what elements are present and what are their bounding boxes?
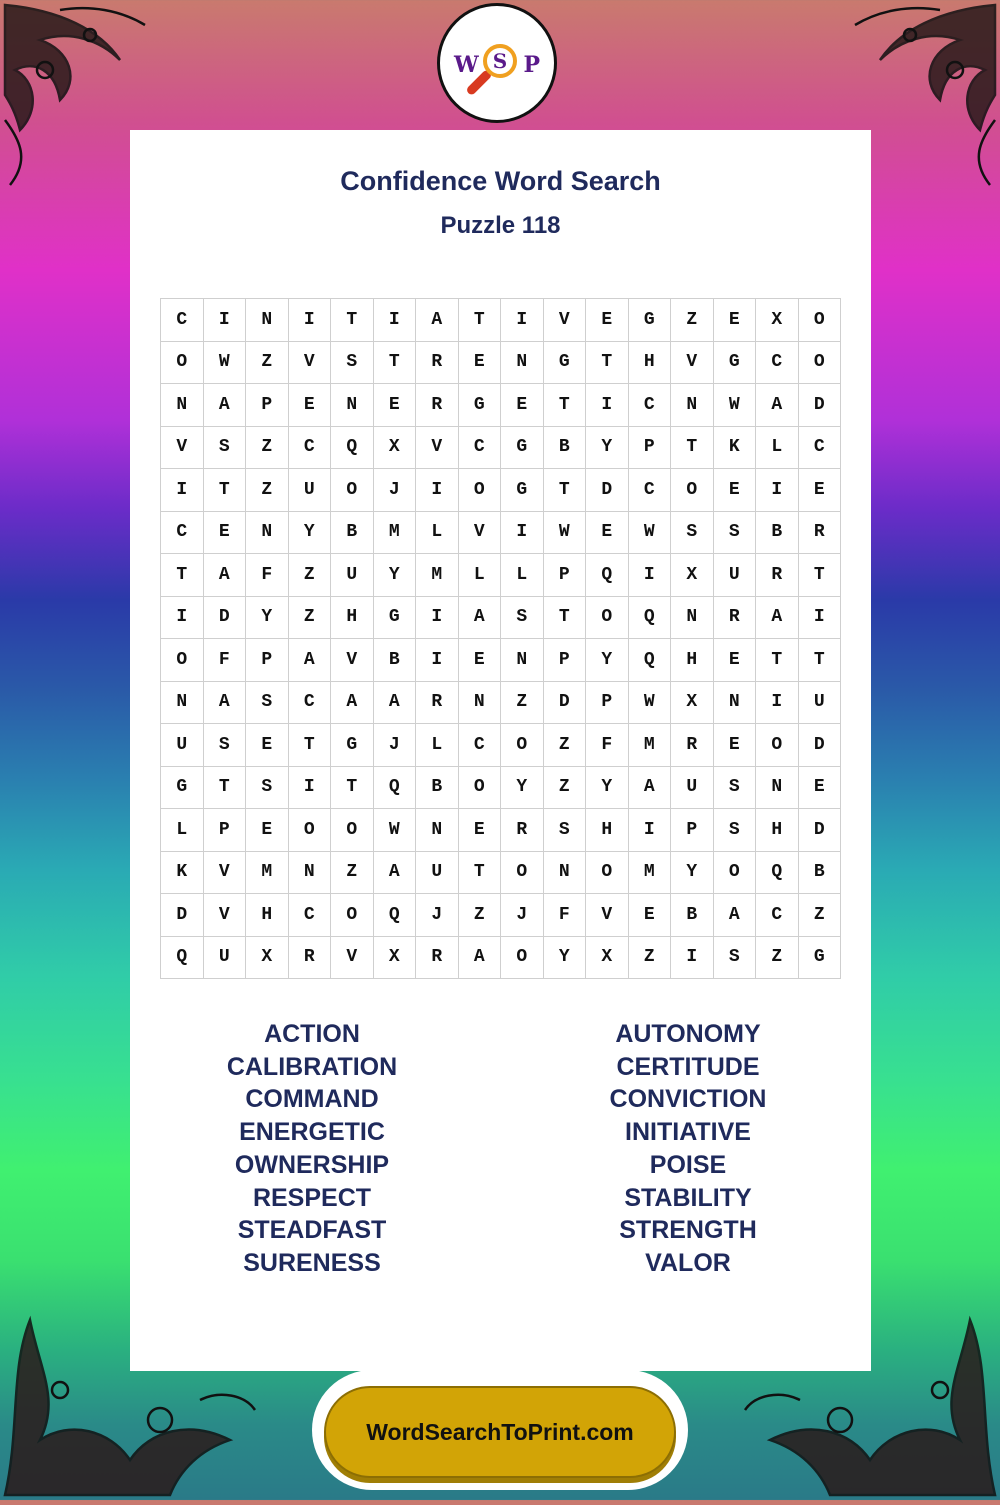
- grid-cell[interactable]: L: [161, 809, 204, 852]
- grid-cell[interactable]: R: [289, 937, 332, 980]
- grid-cell[interactable]: G: [799, 937, 842, 980]
- grid-cell[interactable]: C: [289, 427, 332, 470]
- grid-cell[interactable]: O: [331, 809, 374, 852]
- grid-cell[interactable]: O: [289, 809, 332, 852]
- grid-cell[interactable]: H: [671, 639, 714, 682]
- grid-cell[interactable]: N: [544, 852, 587, 895]
- grid-cell[interactable]: Z: [671, 299, 714, 342]
- grid-cell[interactable]: Z: [246, 469, 289, 512]
- grid-cell[interactable]: O: [671, 469, 714, 512]
- grid-cell[interactable]: E: [246, 724, 289, 767]
- grid-cell[interactable]: A: [204, 682, 247, 725]
- grid-cell[interactable]: J: [416, 894, 459, 937]
- grid-cell[interactable]: Q: [629, 597, 672, 640]
- grid-cell[interactable]: N: [459, 682, 502, 725]
- grid-cell[interactable]: S: [246, 682, 289, 725]
- corner-ornament-icon: [850, 0, 1000, 190]
- grid-cell[interactable]: R: [416, 937, 459, 980]
- grid-cell[interactable]: T: [756, 639, 799, 682]
- grid-cell[interactable]: T: [799, 554, 842, 597]
- grid-cell[interactable]: A: [416, 299, 459, 342]
- grid-cell[interactable]: Y: [246, 597, 289, 640]
- grid-cell[interactable]: I: [416, 597, 459, 640]
- grid-cell[interactable]: H: [246, 894, 289, 937]
- grid-cell[interactable]: S: [671, 512, 714, 555]
- grid-cell[interactable]: N: [416, 809, 459, 852]
- grid-cell[interactable]: T: [459, 852, 502, 895]
- grid-cell[interactable]: E: [374, 384, 417, 427]
- grid-cell[interactable]: I: [289, 299, 332, 342]
- grid-cell[interactable]: A: [374, 852, 417, 895]
- grid-cell[interactable]: S: [501, 597, 544, 640]
- grid-cell[interactable]: W: [374, 809, 417, 852]
- word-list-item: STEADFAST: [237, 1216, 387, 1245]
- grid-cell[interactable]: O: [586, 597, 629, 640]
- grid-cell[interactable]: T: [204, 469, 247, 512]
- grid-cell[interactable]: H: [331, 597, 374, 640]
- grid-cell[interactable]: T: [544, 469, 587, 512]
- grid-cell[interactable]: Z: [629, 937, 672, 980]
- grid-cell[interactable]: N: [756, 767, 799, 810]
- grid-cell[interactable]: T: [544, 384, 587, 427]
- grid-cell[interactable]: V: [161, 427, 204, 470]
- grid-cell[interactable]: M: [629, 852, 672, 895]
- grid-cell[interactable]: A: [756, 597, 799, 640]
- grid-cell[interactable]: G: [331, 724, 374, 767]
- grid-cell[interactable]: P: [246, 639, 289, 682]
- grid-cell[interactable]: S: [714, 937, 757, 980]
- grid-cell[interactable]: K: [161, 852, 204, 895]
- word-list-item: CONVICTION: [609, 1085, 767, 1114]
- grid-cell[interactable]: O: [501, 937, 544, 980]
- word-list-item: ENERGETIC: [239, 1118, 385, 1147]
- grid-cell[interactable]: Z: [799, 894, 842, 937]
- grid-cell[interactable]: Z: [544, 724, 587, 767]
- grid-cell[interactable]: R: [416, 342, 459, 385]
- grid-cell[interactable]: B: [331, 512, 374, 555]
- grid-cell[interactable]: T: [331, 299, 374, 342]
- grid-cell[interactable]: U: [671, 767, 714, 810]
- grid-cell[interactable]: T: [586, 342, 629, 385]
- grid-cell[interactable]: Q: [374, 767, 417, 810]
- grid-cell[interactable]: A: [289, 639, 332, 682]
- grid-cell[interactable]: G: [161, 767, 204, 810]
- grid-cell[interactable]: S: [246, 767, 289, 810]
- grid-cell[interactable]: T: [161, 554, 204, 597]
- grid-cell[interactable]: C: [459, 724, 502, 767]
- word-list-item: POISE: [649, 1150, 727, 1179]
- grid-cell[interactable]: I: [799, 597, 842, 640]
- grid-cell[interactable]: K: [714, 427, 757, 470]
- grid-cell[interactable]: Y: [586, 639, 629, 682]
- grid-cell[interactable]: I: [204, 299, 247, 342]
- grid-cell[interactable]: O: [501, 852, 544, 895]
- grid-cell[interactable]: H: [629, 342, 672, 385]
- grid-cell[interactable]: E: [714, 639, 757, 682]
- grid-cell[interactable]: U: [204, 937, 247, 980]
- corner-ornament-icon: [0, 0, 150, 190]
- grid-cell[interactable]: Z: [246, 427, 289, 470]
- puzzle-card: [130, 130, 871, 1371]
- grid-cell[interactable]: X: [374, 937, 417, 980]
- grid-cell[interactable]: P: [544, 639, 587, 682]
- word-list-item: RESPECT: [252, 1183, 372, 1212]
- grid-cell[interactable]: V: [416, 427, 459, 470]
- grid-cell[interactable]: T: [459, 299, 502, 342]
- grid-cell[interactable]: Y: [374, 554, 417, 597]
- grid-cell[interactable]: P: [246, 384, 289, 427]
- grid-cell[interactable]: X: [246, 937, 289, 980]
- grid-cell[interactable]: O: [459, 767, 502, 810]
- grid-cell[interactable]: S: [331, 342, 374, 385]
- grid-cell[interactable]: I: [161, 469, 204, 512]
- grid-cell[interactable]: G: [459, 384, 502, 427]
- grid-cell[interactable]: V: [331, 937, 374, 980]
- grid-cell[interactable]: G: [544, 342, 587, 385]
- grid-cell[interactable]: A: [756, 384, 799, 427]
- grid-cell[interactable]: N: [671, 597, 714, 640]
- grid-cell[interactable]: N: [161, 384, 204, 427]
- grid-cell[interactable]: R: [714, 597, 757, 640]
- grid-cell[interactable]: D: [799, 724, 842, 767]
- word-list-item: CALIBRATION: [226, 1052, 398, 1081]
- grid-cell[interactable]: V: [544, 299, 587, 342]
- grid-cell[interactable]: F: [246, 554, 289, 597]
- grid-cell[interactable]: I: [586, 384, 629, 427]
- grid-cell[interactable]: L: [416, 724, 459, 767]
- grid-cell[interactable]: C: [459, 427, 502, 470]
- grid-cell[interactable]: F: [544, 894, 587, 937]
- grid-cell[interactable]: E: [714, 299, 757, 342]
- grid-cell[interactable]: W: [629, 512, 672, 555]
- grid-cell[interactable]: E: [586, 512, 629, 555]
- grid-cell[interactable]: S: [714, 767, 757, 810]
- grid-cell[interactable]: H: [586, 809, 629, 852]
- grid-cell[interactable]: A: [459, 597, 502, 640]
- puzzle-number: Puzzle 118: [440, 212, 561, 239]
- grid-cell[interactable]: L: [416, 512, 459, 555]
- grid-cell[interactable]: B: [671, 894, 714, 937]
- grid-cell[interactable]: I: [501, 299, 544, 342]
- grid-cell[interactable]: M: [374, 512, 417, 555]
- grid-cell[interactable]: R: [799, 512, 842, 555]
- grid-cell[interactable]: T: [289, 724, 332, 767]
- grid-cell[interactable]: Z: [289, 597, 332, 640]
- grid-cell[interactable]: W: [544, 512, 587, 555]
- grid-cell[interactable]: V: [204, 852, 247, 895]
- grid-cell[interactable]: Z: [544, 767, 587, 810]
- grid-cell[interactable]: U: [289, 469, 332, 512]
- grid-cell[interactable]: Y: [586, 767, 629, 810]
- word-list-item: OWNERSHIP: [234, 1150, 390, 1179]
- grid-cell[interactable]: O: [459, 469, 502, 512]
- grid-cell[interactable]: R: [756, 554, 799, 597]
- grid-cell[interactable]: F: [586, 724, 629, 767]
- grid-cell[interactable]: Z: [331, 852, 374, 895]
- grid-cell[interactable]: E: [204, 512, 247, 555]
- grid-cell[interactable]: U: [331, 554, 374, 597]
- grid-cell[interactable]: I: [756, 469, 799, 512]
- grid-cell[interactable]: B: [416, 767, 459, 810]
- grid-cell[interactable]: G: [501, 427, 544, 470]
- grid-cell[interactable]: U: [416, 852, 459, 895]
- grid-cell[interactable]: O: [799, 299, 842, 342]
- grid-cell[interactable]: O: [331, 469, 374, 512]
- grid-cell[interactable]: C: [161, 299, 204, 342]
- grid-cell[interactable]: E: [629, 894, 672, 937]
- grid-cell[interactable]: O: [331, 894, 374, 937]
- grid-cell[interactable]: N: [501, 639, 544, 682]
- grid-cell[interactable]: U: [161, 724, 204, 767]
- grid-cell[interactable]: Z: [459, 894, 502, 937]
- grid-cell[interactable]: A: [331, 682, 374, 725]
- grid-cell[interactable]: Y: [544, 937, 587, 980]
- word-list-left: [182, 1018, 442, 1280]
- word-list-item: ACTION: [264, 1020, 360, 1048]
- grid-cell[interactable]: U: [799, 682, 842, 725]
- grid-cell[interactable]: Y: [501, 767, 544, 810]
- word-list-item: COMMAND: [245, 1085, 379, 1114]
- grid-cell[interactable]: B: [799, 852, 842, 895]
- grid-cell[interactable]: Q: [586, 554, 629, 597]
- grid-cell[interactable]: I: [416, 469, 459, 512]
- grid-cell[interactable]: A: [714, 894, 757, 937]
- grid-cell[interactable]: C: [289, 682, 332, 725]
- grid-cell[interactable]: V: [586, 894, 629, 937]
- grid-cell[interactable]: J: [374, 469, 417, 512]
- grid-cell[interactable]: T: [544, 597, 587, 640]
- grid-cell[interactable]: Z: [289, 554, 332, 597]
- logo-letter-p: P: [523, 52, 540, 78]
- grid-cell[interactable]: O: [799, 342, 842, 385]
- grid-cell[interactable]: N: [501, 342, 544, 385]
- grid-cell[interactable]: E: [246, 809, 289, 852]
- grid-cell[interactable]: Q: [331, 427, 374, 470]
- grid-cell[interactable]: P: [586, 682, 629, 725]
- grid-cell[interactable]: L: [501, 554, 544, 597]
- grid-cell[interactable]: O: [501, 724, 544, 767]
- grid-cell[interactable]: A: [204, 384, 247, 427]
- logo-letter-w: W: [454, 52, 479, 78]
- grid-cell[interactable]: G: [629, 299, 672, 342]
- word-list-item: STRENGTH: [619, 1216, 757, 1245]
- word-list-item: AUTONOMY: [615, 1020, 761, 1048]
- grid-cell[interactable]: R: [671, 724, 714, 767]
- grid-cell[interactable]: Q: [161, 937, 204, 980]
- grid-cell[interactable]: H: [756, 809, 799, 852]
- letter-grid: [160, 298, 841, 979]
- grid-cell[interactable]: S: [204, 427, 247, 470]
- word-list-item: CERTITUDE: [616, 1052, 760, 1081]
- grid-cell[interactable]: X: [671, 554, 714, 597]
- grid-cell[interactable]: B: [374, 639, 417, 682]
- grid-cell[interactable]: U: [714, 554, 757, 597]
- word-list-item: VALOR: [645, 1248, 731, 1277]
- grid-cell[interactable]: T: [799, 639, 842, 682]
- word-list-item: STABILITY: [624, 1183, 752, 1212]
- grid-cell[interactable]: C: [629, 384, 672, 427]
- word-list-item: SURENESS: [243, 1248, 381, 1277]
- grid-cell[interactable]: Q: [629, 639, 672, 682]
- grid-cell[interactable]: P: [204, 809, 247, 852]
- grid-cell[interactable]: O: [714, 852, 757, 895]
- word-list-right: [558, 1018, 818, 1280]
- grid-cell[interactable]: L: [756, 427, 799, 470]
- grid-cell[interactable]: A: [204, 554, 247, 597]
- grid-cell[interactable]: N: [671, 384, 714, 427]
- grid-cell[interactable]: Y: [289, 512, 332, 555]
- grid-cell[interactable]: G: [714, 342, 757, 385]
- grid-cell[interactable]: T: [374, 342, 417, 385]
- grid-cell[interactable]: E: [459, 809, 502, 852]
- grid-cell[interactable]: N: [246, 512, 289, 555]
- grid-cell[interactable]: D: [586, 469, 629, 512]
- grid-cell[interactable]: O: [586, 852, 629, 895]
- grid-cell[interactable]: W: [714, 384, 757, 427]
- grid-cell[interactable]: Z: [501, 682, 544, 725]
- page-title: Confidence Word Search: [340, 166, 661, 196]
- grid-cell[interactable]: C: [756, 342, 799, 385]
- grid-cell[interactable]: B: [544, 427, 587, 470]
- grid-cell[interactable]: E: [799, 469, 842, 512]
- grid-cell[interactable]: M: [629, 724, 672, 767]
- grid-cell[interactable]: I: [501, 512, 544, 555]
- grid-cell[interactable]: C: [799, 427, 842, 470]
- grid-cell[interactable]: N: [161, 682, 204, 725]
- grid-cell[interactable]: I: [629, 554, 672, 597]
- grid-cell[interactable]: Y: [671, 852, 714, 895]
- grid-cell[interactable]: S: [714, 512, 757, 555]
- grid-cell[interactable]: S: [544, 809, 587, 852]
- grid-cell[interactable]: E: [459, 342, 502, 385]
- grid-cell[interactable]: I: [161, 597, 204, 640]
- logo-letter-s: S: [483, 44, 517, 78]
- grid-cell[interactable]: B: [756, 512, 799, 555]
- grid-cell[interactable]: Y: [586, 427, 629, 470]
- grid-cell[interactable]: E: [459, 639, 502, 682]
- grid-cell[interactable]: D: [799, 384, 842, 427]
- grid-cell[interactable]: I: [416, 639, 459, 682]
- grid-cell[interactable]: W: [629, 682, 672, 725]
- grid-cell[interactable]: I: [629, 809, 672, 852]
- grid-cell[interactable]: N: [331, 384, 374, 427]
- grid-cell[interactable]: L: [459, 554, 502, 597]
- grid-cell[interactable]: I: [756, 682, 799, 725]
- grid-cell[interactable]: R: [416, 682, 459, 725]
- grid-cell[interactable]: A: [629, 767, 672, 810]
- grid-cell[interactable]: X: [671, 682, 714, 725]
- grid-cell[interactable]: R: [501, 809, 544, 852]
- grid-cell[interactable]: F: [204, 639, 247, 682]
- grid-cell[interactable]: Q: [756, 852, 799, 895]
- grid-cell[interactable]: P: [671, 809, 714, 852]
- grid-cell[interactable]: T: [331, 767, 374, 810]
- grid-cell[interactable]: P: [629, 427, 672, 470]
- grid-cell[interactable]: E: [586, 299, 629, 342]
- grid-cell[interactable]: E: [714, 469, 757, 512]
- grid-cell[interactable]: V: [204, 894, 247, 937]
- grid-cell[interactable]: D: [204, 597, 247, 640]
- grid-cell[interactable]: E: [501, 384, 544, 427]
- grid-cell[interactable]: C: [629, 469, 672, 512]
- grid-cell[interactable]: S: [714, 809, 757, 852]
- grid-cell[interactable]: T: [204, 767, 247, 810]
- grid-cell[interactable]: Z: [756, 937, 799, 980]
- grid-cell[interactable]: J: [501, 894, 544, 937]
- grid-cell[interactable]: O: [161, 342, 204, 385]
- grid-cell[interactable]: I: [289, 767, 332, 810]
- grid-cell[interactable]: X: [756, 299, 799, 342]
- grid-cell[interactable]: V: [671, 342, 714, 385]
- grid-cell[interactable]: E: [289, 384, 332, 427]
- wsp-logo[interactable]: [437, 3, 557, 123]
- grid-cell[interactable]: I: [374, 299, 417, 342]
- grid-cell[interactable]: N: [289, 852, 332, 895]
- grid-cell[interactable]: T: [671, 427, 714, 470]
- grid-cell[interactable]: Z: [246, 342, 289, 385]
- grid-cell[interactable]: Q: [374, 894, 417, 937]
- grid-cell[interactable]: W: [204, 342, 247, 385]
- grid-cell[interactable]: O: [161, 639, 204, 682]
- grid-cell[interactable]: J: [374, 724, 417, 767]
- grid-cell[interactable]: D: [161, 894, 204, 937]
- word-list-item: INITIATIVE: [625, 1118, 751, 1147]
- grid-cell[interactable]: C: [756, 894, 799, 937]
- grid-cell[interactable]: D: [544, 682, 587, 725]
- grid-cell[interactable]: V: [459, 512, 502, 555]
- grid-cell[interactable]: X: [586, 937, 629, 980]
- grid-cell[interactable]: V: [331, 639, 374, 682]
- grid-cell[interactable]: I: [671, 937, 714, 980]
- grid-cell[interactable]: S: [204, 724, 247, 767]
- grid-cell[interactable]: N: [246, 299, 289, 342]
- grid-cell[interactable]: N: [714, 682, 757, 725]
- grid-cell[interactable]: A: [459, 937, 502, 980]
- grid-cell[interactable]: A: [374, 682, 417, 725]
- grid-cell[interactable]: G: [501, 469, 544, 512]
- grid-cell[interactable]: R: [416, 384, 459, 427]
- site-link-button[interactable]: WordSearchToPrint.com: [324, 1386, 676, 1478]
- grid-cell[interactable]: O: [756, 724, 799, 767]
- grid-cell[interactable]: P: [544, 554, 587, 597]
- grid-cell[interactable]: G: [374, 597, 417, 640]
- grid-cell[interactable]: X: [374, 427, 417, 470]
- grid-cell[interactable]: E: [714, 724, 757, 767]
- grid-cell[interactable]: M: [246, 852, 289, 895]
- grid-cell[interactable]: C: [161, 512, 204, 555]
- grid-cell[interactable]: M: [416, 554, 459, 597]
- grid-cell[interactable]: D: [799, 809, 842, 852]
- grid-cell[interactable]: V: [289, 342, 332, 385]
- grid-cell[interactable]: E: [799, 767, 842, 810]
- grid-cell[interactable]: C: [289, 894, 332, 937]
